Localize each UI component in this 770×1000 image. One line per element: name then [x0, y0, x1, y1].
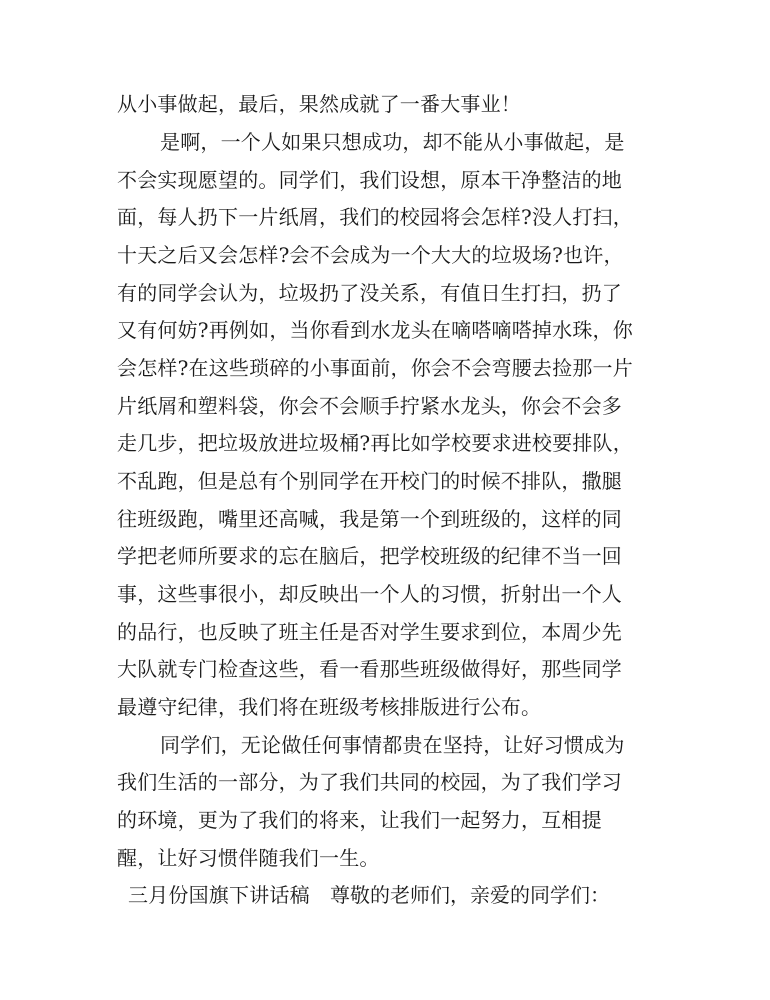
text-line: 学把老师所要求的忘在脑后，把学校班级的纪律不当一回 — [117, 544, 622, 568]
text-line: 不乱跑，但是总有个别同学在开校门的时候不排队，撒腿 — [117, 469, 622, 493]
text-line: 我们生活的一部分，为了我们共同的校园，为了我们学习 — [117, 770, 622, 794]
paragraph-start: 是啊，一个人如果只想成功，却不能从小事做起，是 — [160, 130, 625, 154]
text-line: 的品行，也反映了班主任是否对学生要求到位，本周少先 — [117, 620, 622, 644]
text-line: 片纸屑和塑料袋，你会不会顺手拧紧水龙头，你会不会多 — [117, 394, 622, 418]
text-line: 面，每人扔下一片纸屑，我们的校园将会怎样?没人打扫， — [117, 205, 633, 229]
text-line: 走几步，把垃圾放进垃圾桶?再比如学校要求进校要排队， — [117, 431, 633, 455]
text-line: 不会实现愿望的。同学们，我们设想，原本干净整洁的地 — [117, 168, 622, 192]
text-line: 又有何妨?再例如，当你看到水龙头在嘀嗒嘀嗒掉水珠，你 — [117, 318, 633, 342]
text-line: 往班级跑，嘴里还高喊，我是第一个到班级的，这样的同 — [117, 507, 622, 531]
text-line: 从小事做起，最后，果然成就了一番大事业！ — [117, 92, 521, 116]
paragraph-start: 同学们，无论做任何事情都贵在坚持，让好习惯成为 — [160, 733, 625, 757]
text-line: 会怎样?在这些琐碎的小事面前，你会不会弯腰去捡那一片 — [117, 356, 633, 380]
text-line: 事，这些事很小，却反映出一个人的习惯，折射出一个人 — [117, 582, 622, 606]
text-line: 最遵守纪律，我们将在班级考核排版进行公布。 — [117, 695, 542, 719]
text-line: 的环境，更为了我们的将来，让我们一起努力，互相提 — [117, 808, 602, 832]
next-document-greeting: 尊敬的老师们，亲爱的同学们： — [330, 883, 610, 907]
text-line: 有的同学会认为，垃圾扔了没关系，有值日生打扫，扔了 — [117, 281, 622, 305]
next-document-title: 三月份国旗下讲话稿 — [128, 883, 310, 907]
text-line: 醒，让好习惯伴随我们一生。 — [117, 846, 380, 870]
text-line: 大队就专门检查这些，看一看那些班级做得好，那些同学 — [117, 657, 622, 681]
text-line: 十天之后又会怎样?会不会成为一个大大的垃圾场?也许， — [117, 243, 624, 267]
